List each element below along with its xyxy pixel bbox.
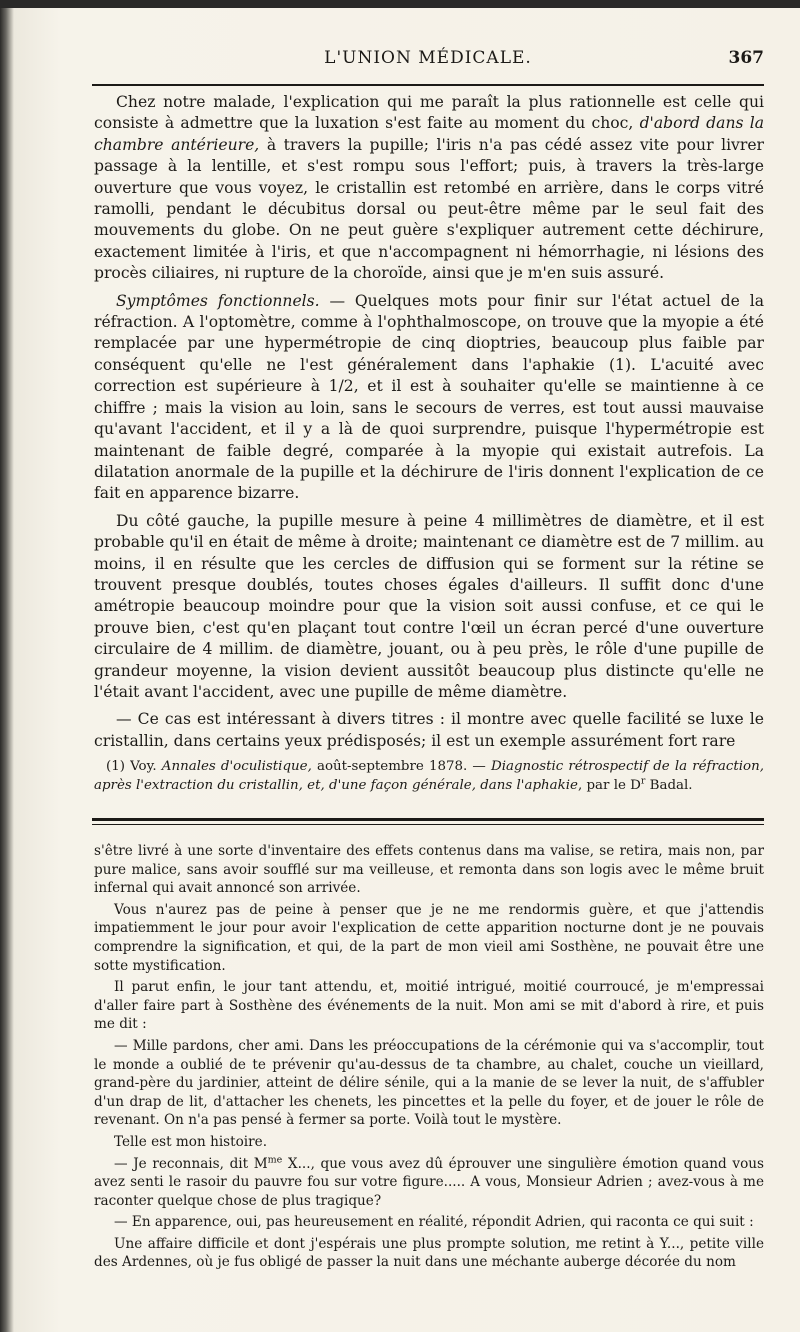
- italic-phrase: d'abord dans la chambre antérieure,: [94, 114, 764, 154]
- feuilleton-rule-thick: [92, 818, 764, 821]
- paragraph: Vous n'aurez pas de peine à penser que je ne me rendormis guère, et que j'attendis impatiemment le jour pour avoir l'explication de cette apparition nocturne dont je ne pouvais comprendre la signification, et qui, de la part de mon vieil ami Sosthène, ne pouvait être une sotte mystification.: [94, 901, 764, 974]
- scan-edge: [0, 0, 800, 8]
- article-body: [94, 92, 764, 758]
- paragraph: Chez notre malade, l'explication qui me paraît la plus rationnelle est celle qui consiste à admettre que la luxation s'est faite au moment du choc, d'abord dans la chambre antérieure, à travers la pupille; l'iris n'a pas cédé assez vite pour livrer passage à la lentille, et s'est rompu sous l'effort; puis, à travers la très-large ouverture que vous voyez, le cristallin est retombé en arrière, dans le corps vitré ramolli, pendant le décubitus dorsal ou peut-être même par le seul fait des mouvements du globe. On ne peut guère s'expliquer autrement cette déchirure, exactement limitée à l'iris, et que n'accompagnent ni hémorrhagie, ni lésions des procès ciliaires, ni rupture de la choroïde, ainsi que je m'en suis assuré.: [94, 93, 764, 283]
- paragraph: Telle est mon histoire.: [114, 1133, 268, 1150]
- paragraph: — En apparence, oui, pas heureusement en réalité, répondit Adrien, qui raconta ce qui suit :: [114, 1214, 754, 1231]
- paragraph: Il parut enfin, le jour tant attendu, et, moitié intrigué, moitié courroucé, je m'empressai d'aller faire part à Sosthène des événements de la nuit. Mon ami se mit d'abord à rire, et puis me dit :: [94, 979, 764, 1033]
- paragraph: Symptômes fonctionnels. — Quelques mots pour finir sur l'état actuel de la réfraction. A l'optomètre, comme à l'ophthalmoscope, on trouve que la myopie a été remplacée par une hypermétropie de cinq dioptries, beaucoup plus faible par conséquent qu'elle ne l'est généralement dans l'aphakie (1). L'acuité avec correction est supérieure à 1/2, et il est à souhaiter qu'elle se maintienne à ce chiffre ; mais la vision au loin, sans le secours de verres, est tout aussi mauvaise qu'avant l'accident, et il y a là de quoi surprendre, puisque l'hypermétropie est maintenant de faible degré, comparée à la myopie qui existait autrefois. La dilatation anormale de la pupille et la déchirure de l'iris donnent l'explication de ce fait en apparence bizarre.: [94, 291, 764, 503]
- header-rule: [92, 84, 764, 86]
- paragraph: — Mille pardons, cher ami. Dans les préoccupations de la cérémonie qui va s'accomplir, tout le monde a oublié de te prévenir qu'au-dessus de ta chambre, au chalet, couche un vieillard, grand-père du jardinier, atteint de délire sénile, qui a la manie de se lever la nuit, de s'affubler d'un drap de lit, d'attacher les chenets, les pincettes et la pelle du foyer, et de jouer le rôle de revenant. On n'a pas pensé à fermer sa porte. Voilà tout le mystère.: [94, 1037, 764, 1129]
- paragraph: Du côté gauche, la pupille mesure à peine 4 millimètres de diamètre, et il est probable qu'il en était de même à droite; maintenant ce diamètre est de 7 millim. au moins, il en résulte que les cercles de diffusion qui se forment sur la rétine se trouvent presque doublés, toutes choses égales d'ailleurs. Il suffit donc d'une amétropie beaucoup moindre pour que la vision soit aussi confuse, et ce qui le prouve bien, c'est qu'en plaçant tout contre l'œil un écran percé d'une ouverture circulaire de 4 millim. de diamètre, jouant, ou à peu près, le rôle d'une pupille de grandeur moyenne, la vision devient aussitôt beaucoup plus distincte qu'elle ne l'était avant l'accident, avec une pupille de même diamètre.: [94, 511, 764, 701]
- section-heading: Symptômes fonctionnels.: [116, 291, 320, 310]
- feuilleton-rule-thin: [92, 824, 764, 825]
- paragraph: — Ce cas est intéressant à divers titres : il montre avec quelle facilité se luxe le cristallin, dans certains yeux prédisposés; il est un exemple assurément fort rare: [94, 710, 764, 750]
- journal-title: L'UNION MÉDICALE.: [324, 48, 532, 68]
- running-header: [92, 48, 764, 74]
- feuilleton-body: [94, 842, 764, 1275]
- footnote: (1) Voy. Annales d'oculistique, août-septembre 1878. — Diagnostic rétrospectif de la réfraction, après l'extraction du cristallin, et, d'une façon générale, dans l'aphakie, par le $D^r$ Badal.: [94, 759, 765, 793]
- paragraph: Une affaire difficile et dont j'espérais une plus prompte solution, me retint à Y..., petite ville des Ardennes, où je fus obligé de passer la nuit dans une méchante auberge décorée du nom: [94, 1235, 764, 1271]
- paragraph: s'être livré à une sorte d'inventaire des effets contenus dans ma valise, se retira, mais non, par pure malice, sans avoir soufflé sur ma veilleuse, et remonta dans son logis avec le même bruit infernal qui avait annoncé son arrivée.: [94, 843, 764, 897]
- paragraph: — Je reconnais, dit $M^{me}$ X..., que vous avez dû éprouver une singulière émotion quand vous avez senti le rasoir du pauvre fou sur votre figure..... A vous, Monsieur Adrien ; avez-vous à me raconter quelque chose de plus tragique?: [94, 1153, 764, 1209]
- page-number: 367: [728, 48, 764, 68]
